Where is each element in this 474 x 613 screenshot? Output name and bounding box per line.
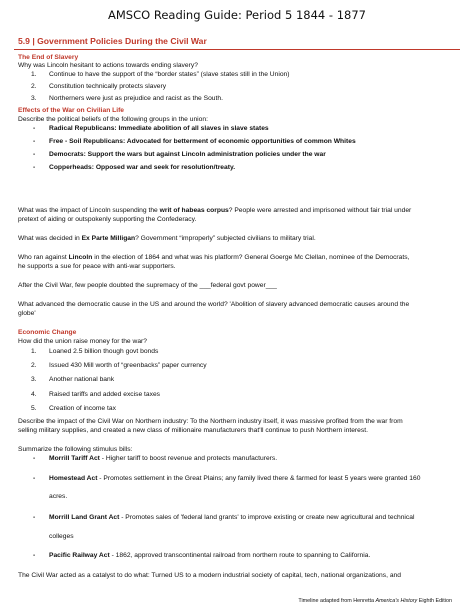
catalyst-question: The Civil War acted as a catalyst to do what: Turned US to a modern industrial society of capital, tech, national organizations, and <box>18 572 401 579</box>
list-item-number: 3. <box>31 95 37 102</box>
list-item: Copperheads: Opposed war and seek for resolution/treaty. <box>49 164 236 171</box>
economic-change-heading: Economic Change <box>18 329 77 336</box>
list-item: Morrill Land Grant Act - Promotes sales of 'federal land grants' to improve existing or create new agricultural and technical <box>49 514 415 521</box>
civilian-life-question: Describe the political beliefs of the following groups in the union: <box>18 116 208 123</box>
list-item: Raised tariffs and added excise taxes <box>49 391 161 398</box>
democratic-cause-question: What advanced the democratic cause in the US and around the world? 'Abolition of slavery advanced democratic causes around the <box>18 301 410 308</box>
list-item: Democrats: Support the wars but against Lincoln administration policies under the war <box>49 151 326 158</box>
list-item-continuation: colleges <box>49 533 74 540</box>
bullet-dash: - <box>33 552 36 559</box>
supremacy-statement: After the Civil War, few people doubted the supremacy of the ___federal govt power___ <box>18 282 277 289</box>
list-item: Radical Republicans: Immediate abolition of all slaves in slave states <box>49 125 269 132</box>
list-item-number: 4. <box>31 391 37 398</box>
milligan-question: What was decided in Ex Parte Milligan? Government “improperly” subjected civilians to military trial. <box>18 235 316 242</box>
list-item: Continue to have the support of the “border states” (slave states still in the Union) <box>49 71 290 78</box>
list-item-number: 2. <box>31 83 37 90</box>
northern-industry-answer: selling military supplies, and created a new class of millionaire manufacturers that'll continue to push Northern interest. <box>18 427 368 434</box>
list-item: Northerners were just as prejudice and racist as the South. <box>49 95 223 102</box>
list-item-number: 1. <box>31 348 37 355</box>
list-item-number: 5. <box>31 405 37 412</box>
habeas-corpus-question: What was the impact of Lincoln suspending the writ of habeas corpus? People were arrested and imprisoned without fair trial under <box>18 207 412 214</box>
list-item: Morrill Tariff Act - Higher tariff to boost revenue and protects manufacturers. <box>49 455 278 462</box>
habeas-corpus-answer: pretext of aiding or outspokenly supporting the Confederacy. <box>18 216 197 223</box>
list-item: Creation of income tax <box>49 405 116 412</box>
bullet-dash: - <box>33 138 36 145</box>
page-title: AMSCO Reading Guide: Period 5 1844 - 1877 <box>108 8 366 22</box>
northern-industry-question: Describe the impact of the Civil War on Northern industry: To the Northern industry itself, it was massive profited from the war from <box>18 418 403 425</box>
list-item: Free - Soil Republicans: Advocated for betterment of economic opportunities of common Whites <box>49 138 356 145</box>
stimulus-intro: Summarize the following stimulus bills: <box>18 446 133 453</box>
footer-credit: Timeline adapted from Henretta America's History Eighth Edition <box>298 598 452 604</box>
civilian-life-heading: Effects of the War on Civilian Life <box>18 107 125 114</box>
list-item-number: 3. <box>31 376 37 383</box>
election-1864-answer: he supports a sue for peace with anti-war supporters. <box>18 263 176 270</box>
section-divider <box>14 49 460 50</box>
election-1864-question: Who ran against Lincoln in the election of 1864 and what was his platform? General Goerge Mc Clellan, nominee of the Democrats, <box>18 254 410 261</box>
bullet-dash: - <box>33 151 36 158</box>
bullet-dash: - <box>33 455 36 462</box>
bullet-dash: - <box>33 125 36 132</box>
list-item: Pacific Railway Act - 1862, approved transcontinental railroad from northern route to spanning to California. <box>49 552 371 559</box>
list-item: Issued 430 Mill worth of “greenbacks” paper currency <box>49 362 207 369</box>
bullet-dash: - <box>33 514 36 521</box>
democratic-cause-answer: globe' <box>18 310 36 317</box>
list-item-number: 1. <box>31 71 37 78</box>
bullet-dash: - <box>33 164 36 171</box>
economic-change-question: How did the union raise money for the war? <box>18 338 147 345</box>
end-of-slavery-heading: The End of Slavery <box>18 54 79 61</box>
end-of-slavery-question: Why was Lincoln hesitant to actions towards ending slavery? <box>18 62 198 69</box>
bullet-dash: - <box>33 475 36 482</box>
list-item: Another national bank <box>49 376 115 383</box>
list-item: Constitution technically protects slavery <box>49 83 167 90</box>
list-item: Loaned 2.5 billion though govt bonds <box>49 348 159 355</box>
list-item-continuation: acres. <box>49 493 68 500</box>
list-item-number: 2. <box>31 362 37 369</box>
section-title: 5.9 | Government Policies During the Civil War <box>18 36 207 46</box>
list-item: Homestead Act - Promotes settlement in the Great Plains; any family lived there & farmed for least 5 years were granted 160 <box>49 475 421 482</box>
